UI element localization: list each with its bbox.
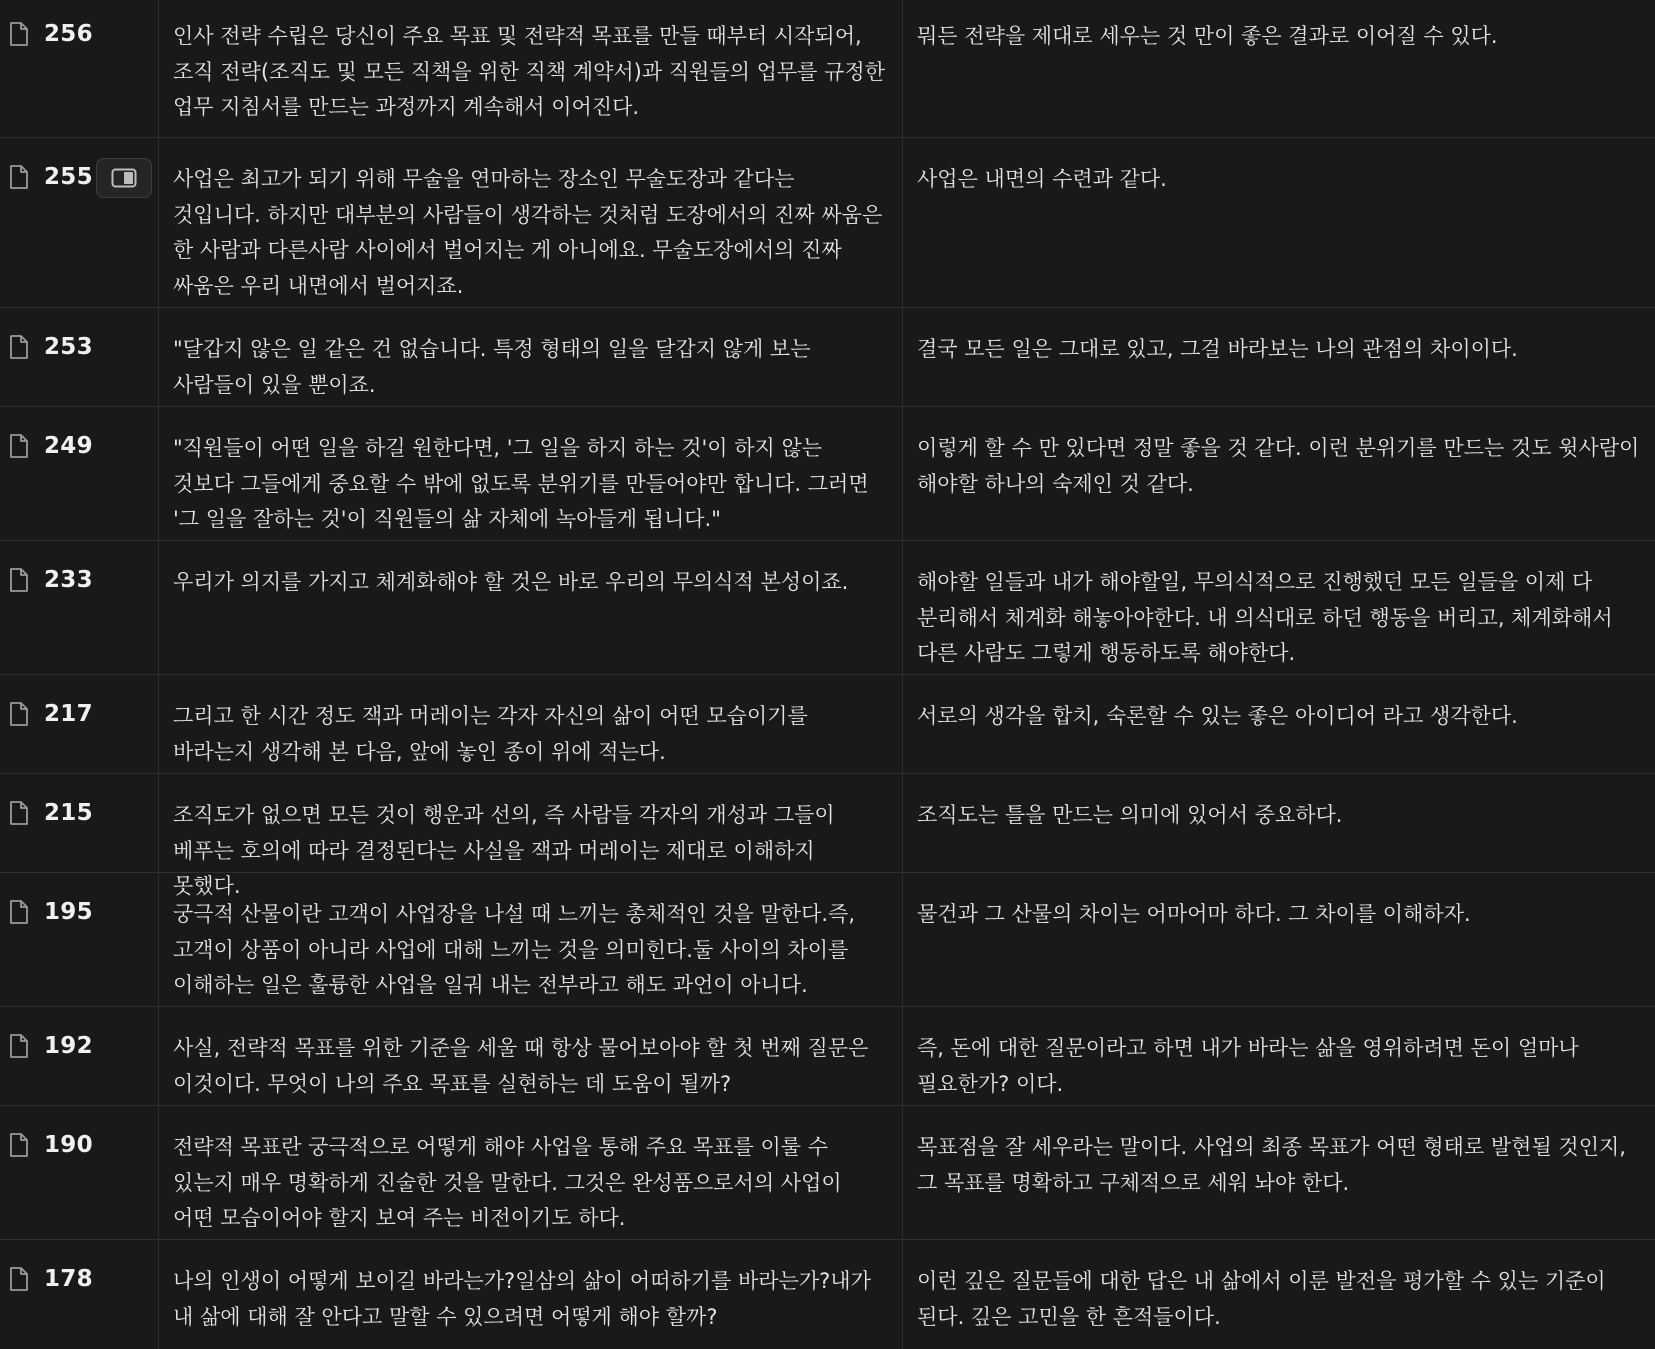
- quote-cell[interactable]: 전략적 목표란 궁극적으로 어떻게 해야 사업을 통해 주요 목표를 이룰 수 있는지 매우 명확하게 진술한 것을 말한다. 그것은 완성품으로서의 사업이 어떤 모습이어야 할지 보여 주는 비전이기도 하다.: [159, 1106, 903, 1239]
- table-row[interactable]: [0, 674, 1655, 773]
- open-in-side-peek-button[interactable]: [96, 158, 152, 198]
- table-row[interactable]: [0, 406, 1655, 540]
- row-title[interactable]: 192: [44, 1033, 93, 1059]
- quote-cell[interactable]: "직원들이 어떤 일을 하길 원한다면, '그 일을 하지 하는 것'이 하지 않는 것보다 그들에게 중요할 수 밖에 없도록 분위기를 만들어야만 합니다. 그러면 '그 일을 잘하는 것'이 직원들의 삶 자체에 녹아들게 됩니다.": [159, 407, 903, 540]
- table-row[interactable]: [0, 1006, 1655, 1105]
- title-cell[interactable]: [0, 308, 159, 406]
- quote-cell[interactable]: 궁극적 산물이란 고객이 사업장을 나설 때 느끼는 총체적인 것을 말한다.즉, 고객이 상품이 아니라 사업에 대해 느끼는 것을 의미힌다.둘 사이의 차이를 이해하는 일은 훌륭한 사업을 일궈 내는 전부라고 해도 과언이 아니다.: [159, 873, 903, 1006]
- note-cell[interactable]: 사업은 내면의 수련과 같다.: [917, 167, 1167, 191]
- table-row[interactable]: [0, 1239, 1655, 1349]
- title-cell[interactable]: [0, 1106, 159, 1239]
- row-title[interactable]: 178: [44, 1266, 93, 1292]
- note-cell[interactable]: 결국 모든 일은 그대로 있고, 그걸 바라보는 나의 관점의 차이이다.: [917, 337, 1518, 361]
- page-icon: [8, 701, 30, 727]
- quote-cell[interactable]: 사업은 최고가 되기 위해 무술을 연마하는 장소인 무술도장과 같다는 것입니다. 하지만 대부분의 사람들이 생각하는 것처럼 도장에서의 진짜 싸움은 한 사람과 다른사람 사이에서 벌어지는 게 아니에요. 무술도장에서의 진짜 싸움은 우리 내면에서 벌어지죠.: [159, 138, 903, 307]
- row-title[interactable]: 255: [44, 164, 93, 190]
- row-title[interactable]: 190: [44, 1132, 93, 1158]
- table-row[interactable]: [0, 137, 1655, 307]
- quote-cell[interactable]: 인사 전략 수립은 당신이 주요 목표 및 전략적 목표를 만들 때부터 시작되어, 조직 전략(조직도 및 모든 직책을 위한 직책 계약서)과 직원들의 업무를 규정한 업무 지침서를 만드는 과정까지 계속해서 이어진다.: [159, 0, 903, 137]
- title-cell[interactable]: [0, 873, 159, 1006]
- quote-cell[interactable]: 우리가 의지를 가지고 체계화해야 할 것은 바로 우리의 무의식적 본성이죠.: [159, 541, 903, 674]
- page-icon: [8, 334, 30, 360]
- title-cell[interactable]: [0, 1240, 159, 1349]
- page-icon: [8, 567, 30, 593]
- note-cell[interactable]: 즉, 돈에 대한 질문이라고 하면 내가 바라는 삶을 영위하려면 돈이 얼마나 필요한가? 이다.: [917, 1036, 1579, 1096]
- title-cell[interactable]: [0, 1007, 159, 1105]
- table-row[interactable]: [0, 872, 1655, 1006]
- title-cell[interactable]: [0, 138, 159, 307]
- quote-cell[interactable]: 사실, 전략적 목표를 위한 기준을 세울 때 항상 물어보아야 할 첫 번째 질문은 이것이다. 무엇이 나의 주요 목표를 실현하는 데 도움이 될까?: [159, 1007, 903, 1105]
- page-icon: [8, 1132, 30, 1158]
- page-icon: [8, 899, 30, 925]
- page-icon: [8, 164, 30, 190]
- quote-cell[interactable]: 조직도가 없으면 모든 것이 행운과 선의, 즉 사람들 각자의 개성과 그들이 베푸는 호의에 따라 결정된다는 사실을 잭과 머레이는 제대로 이해하지 못했다.: [159, 774, 903, 872]
- title-cell[interactable]: [0, 407, 159, 540]
- table-row[interactable]: [0, 773, 1655, 898]
- note-cell[interactable]: 목표점을 잘 세우라는 말이다. 사업의 최종 목표가 어떤 형태로 발현될 것인지, 그 목표를 명확하고 구체적으로 세워 놔야 한다.: [917, 1135, 1626, 1195]
- row-title[interactable]: 256: [44, 21, 93, 47]
- page-icon: [8, 21, 30, 47]
- note-cell[interactable]: 뭐든 전략을 제대로 세우는 것 만이 좋은 결과로 이어질 수 있다.: [917, 24, 1498, 48]
- table-row[interactable]: [0, 540, 1655, 674]
- note-cell[interactable]: 조직도는 틀을 만드는 의미에 있어서 중요하다.: [917, 803, 1343, 827]
- note-cell[interactable]: 물건과 그 산물의 차이는 어마어마 하다. 그 차이를 이해하자.: [917, 902, 1471, 926]
- open-in-side-peek-icon: [111, 168, 137, 188]
- note-cell[interactable]: 서로의 생각을 합치, 숙론할 수 있는 좋은 아이디어 라고 생각한다.: [917, 704, 1518, 728]
- table-row[interactable]: [0, 0, 1655, 137]
- title-cell[interactable]: [0, 675, 159, 773]
- row-title[interactable]: 217: [44, 701, 93, 727]
- page-icon: [8, 433, 30, 459]
- row-title[interactable]: 253: [44, 334, 93, 360]
- quote-cell[interactable]: 그리고 한 시간 정도 잭과 머레이는 각자 자신의 삶이 어떤 모습이기를 바라는지 생각해 본 다음, 앞에 놓인 종이 위에 적는다.: [159, 675, 903, 773]
- row-title[interactable]: 249: [44, 433, 93, 459]
- row-title[interactable]: 195: [44, 899, 93, 925]
- note-cell[interactable]: 이런 깊은 질문들에 대한 답은 내 삶에서 이룬 발전을 평가할 수 있는 기준이 된다. 깊은 고민을 한 흔적들이다.: [917, 1269, 1606, 1329]
- quote-cell[interactable]: 나의 인생이 어떻게 보이길 바라는가?일삼의 삶이 어떠하기를 바라는가?내가 내 삶에 대해 잘 안다고 말할 수 있으려면 어떻게 해야 할까?: [159, 1240, 903, 1349]
- title-cell[interactable]: [0, 0, 159, 137]
- title-cell[interactable]: [0, 541, 159, 674]
- table-row[interactable]: [0, 307, 1655, 406]
- page-icon: [8, 800, 30, 826]
- row-title[interactable]: 233: [44, 567, 93, 593]
- page-icon: [8, 1033, 30, 1059]
- row-title[interactable]: 215: [44, 800, 93, 826]
- quote-cell[interactable]: "달갑지 않은 일 같은 건 없습니다. 특정 형태의 일을 달갑지 않게 보는 사람들이 있을 뿐이죠.: [159, 308, 903, 406]
- note-cell[interactable]: 해야할 일들과 내가 해야할일, 무의식적으로 진행했던 모든 일들을 이제 다 분리해서 체계화 해놓아야한다. 내 의식대로 하던 행동을 버리고, 체계화해서 다른 사람도 그렇게 행동하도록 해야한다.: [917, 570, 1613, 665]
- table-row[interactable]: [0, 1105, 1655, 1239]
- note-cell[interactable]: 이렇게 할 수 만 있다면 정말 좋을 것 같다. 이런 분위기를 만드는 것도 윗사람이 해야할 하나의 숙제인 것 같다.: [917, 436, 1640, 496]
- title-cell[interactable]: [0, 774, 159, 872]
- page-icon: [8, 1266, 30, 1292]
